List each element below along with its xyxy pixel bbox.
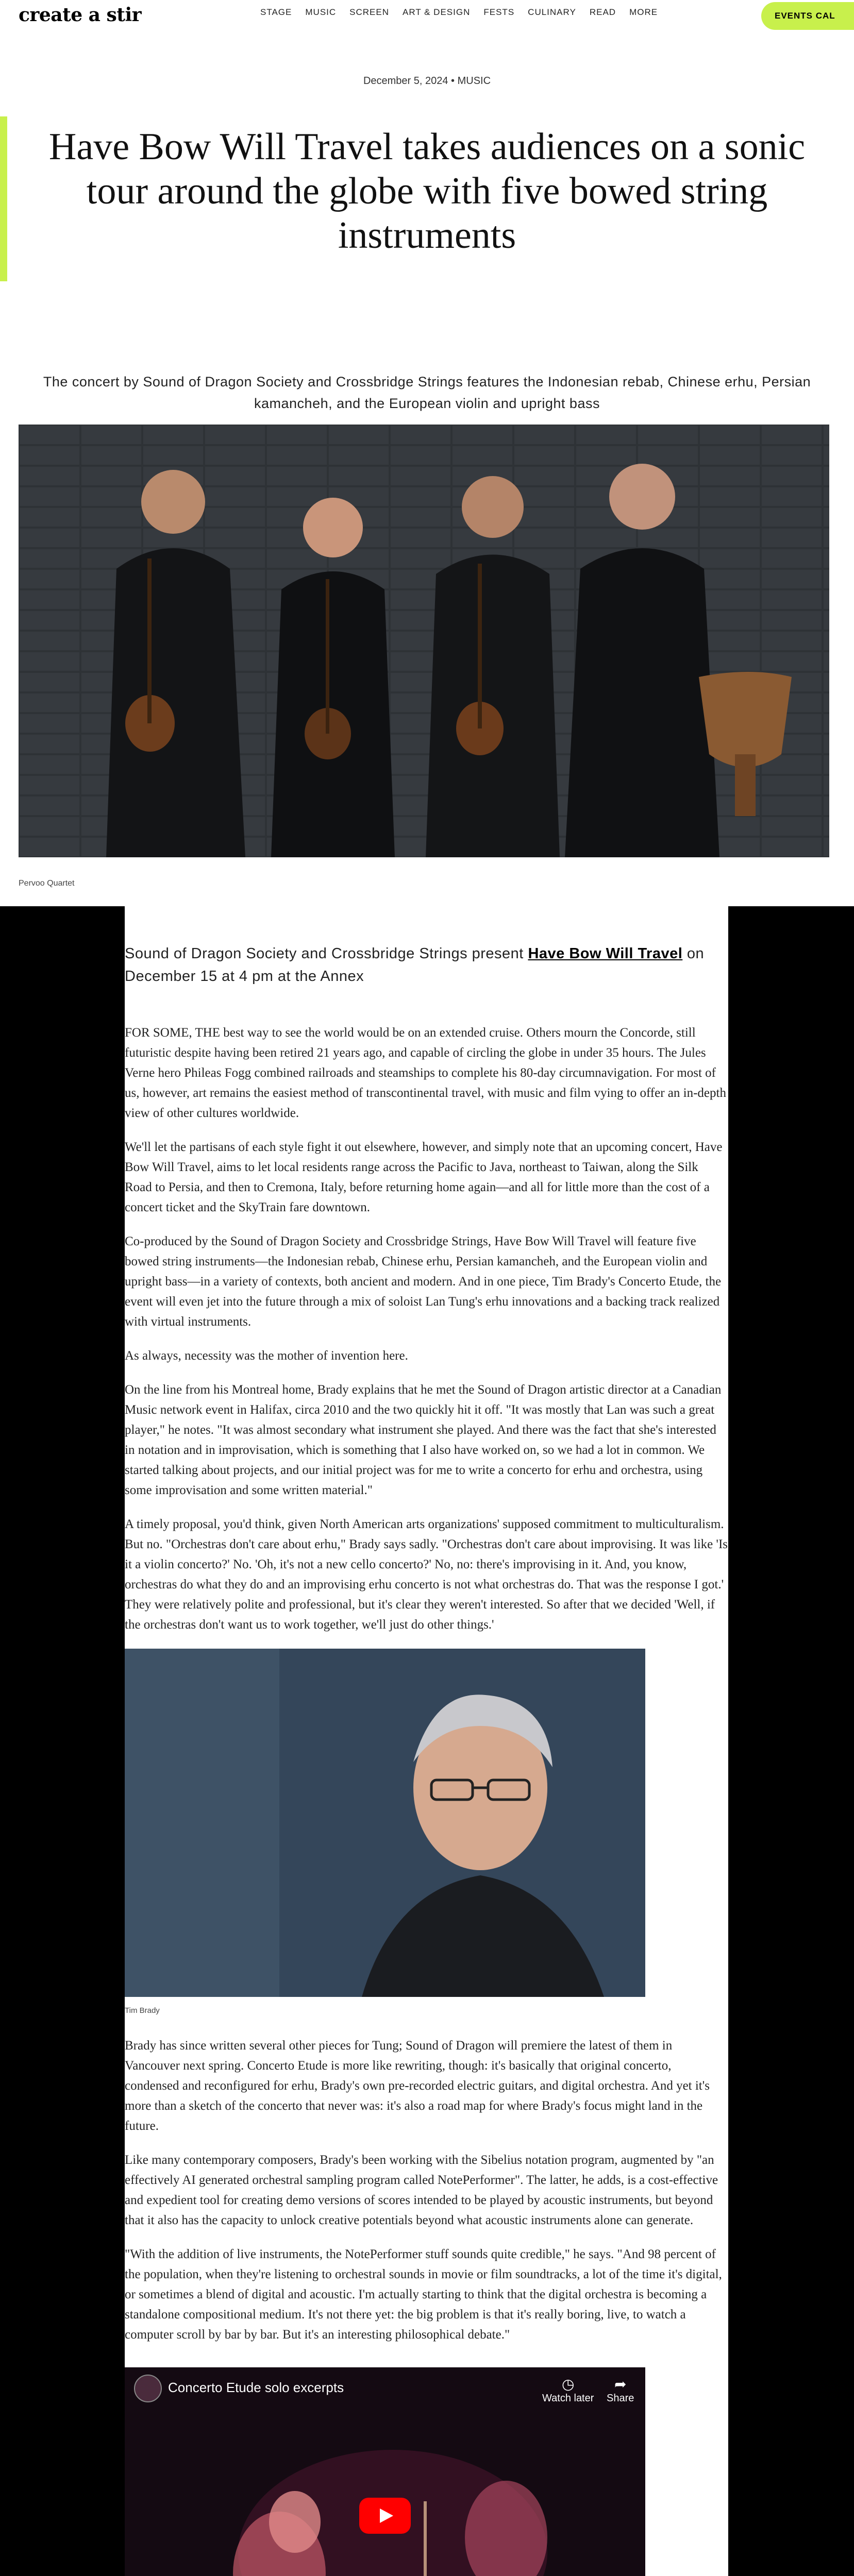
events-calendar-button[interactable]: EVENTS CAL bbox=[761, 2, 854, 30]
main-nav bbox=[260, 7, 658, 18]
video-embed[interactable] bbox=[125, 2367, 645, 2576]
share-button[interactable] bbox=[607, 2376, 634, 2404]
hero-illustration bbox=[19, 425, 829, 857]
accent-bar bbox=[0, 116, 7, 281]
nav-item-fests[interactable]: FESTS bbox=[483, 7, 515, 17]
article-meta: December 5, 2024 • MUSIC bbox=[363, 75, 491, 87]
portrait-illustration bbox=[125, 1649, 645, 1997]
paragraph: FOR SOME, THE best way to see the world would be on an extended cruise. Others mourn the Concorde, still futuristic despite having been retired 21 years ago, and capable of circling the globe in under 35 hours. The Jules Verne hero Phileas Fogg combined railroads and steamships to complete his 80-day circumnavigation. For most of us, however, art remains the easiest method of transcontinental travel, with music and film vying to offer an in-depth view of other cultures worldwide. bbox=[125, 1026, 726, 1120]
site-logo[interactable]: create a stir bbox=[19, 4, 142, 26]
lead-link[interactable]: Have Bow Will Travel bbox=[528, 945, 683, 962]
article-lead bbox=[125, 942, 728, 988]
site-header bbox=[0, 0, 854, 33]
lead-text-after: on December 15 at 4 pm at the Annex bbox=[125, 945, 705, 985]
hero-photo bbox=[19, 425, 829, 857]
channel-avatar[interactable] bbox=[134, 2375, 162, 2402]
nav-item-stage[interactable]: STAGE bbox=[260, 7, 292, 17]
video-title[interactable]: Concerto Etude solo excerpts bbox=[168, 2380, 344, 2395]
watch-later-button[interactable] bbox=[542, 2376, 594, 2404]
play-icon[interactable] bbox=[359, 2498, 411, 2534]
watch-later-label: Watch later bbox=[542, 2393, 594, 2404]
paragraph: On the line from his Montreal home, Brady explains that he met the Sound of Dragon artistic director at a Canadian Music network event in Halifax, circa 2010 and the two quickly hit it off. "It was mostly that Lan was such a great player," he notes. "It was almost secondary what instrument she played. And there was the fact that she's interested in notation and in improvisation, which is something that I also have worked on, so we had a lot in common. We started talking about projects, and our initial project was for me to write a concerto for erhu and orchestra, using some improvisation and some written material." bbox=[125, 1383, 722, 1497]
tim-brady-photo bbox=[125, 1649, 645, 1997]
paragraph: Brady has since written several other pieces for Tung; Sound of Dragon will premiere the latest of them in Vancouver next spring. Concerto Etude is more like rewriting, though: it's basically that original concerto, condensed and reconfigured for erhu, Brady's own pre-recorded electric guitars, and digital orchestra. And yet it's more than a sketch of the concerto that never was: it's also a road map for where Brady's focus might land in the future. bbox=[125, 2039, 710, 2133]
figure-caption: Tim Brady bbox=[125, 2006, 160, 2015]
nav-item-screen[interactable]: SCREEN bbox=[349, 7, 390, 17]
paragraph: A timely proposal, you'd think, given North American arts organizations' supposed commitment to multiculturalism. But no. "Orchestras don't care about erhu," Brady says sadly. "Orchestras don't care about improvising. It was like 'Is it a violin concerto?' No. 'Oh, it's not a new cello concerto?' No, no: there's improvising in it. And, you know, orchestras do what they do and an improvising erhu concerto is not what orchestras do. That was the response I got.' They were relatively polite and professional, but it's clear they weren't interested. So after that we decided 'Well, if the orchestras don't want us to work together, we'll just do other things.' bbox=[125, 1517, 728, 1632]
nav-item-read[interactable]: READ bbox=[589, 7, 616, 17]
nav-item-more[interactable]: MORE bbox=[629, 7, 658, 17]
article-inner bbox=[125, 906, 728, 2576]
share-label: Share bbox=[607, 2393, 634, 2404]
article-body bbox=[125, 906, 728, 2576]
hero-caption: Pervoo Quartet bbox=[19, 879, 75, 888]
share-icon: ➦ bbox=[614, 2376, 627, 2392]
lead-text-before: Sound of Dragon Society and Crossbridge Strings present bbox=[125, 945, 528, 962]
paragraph: We'll let the partisans of each style fight it out elsewhere, however, and simply note that an upcoming concert, Have Bow Will Travel, aims to let local residents range across the Pacific to Java, northeast to Taiwan, along the Silk Road to Persia, and then to Cremona, Italy, before returning home again—and all for little more than the cost of a concert ticket and the SkyTrain fare downtown. bbox=[125, 1140, 723, 1214]
page-title: Have Bow Will Travel takes audiences on a sonic tour around the globe with five bowed string instruments bbox=[48, 126, 806, 257]
nav-item-music[interactable]: MUSIC bbox=[305, 7, 337, 17]
paragraph: "With the addition of live instruments, the NotePerformer stuff sounds quite credible," he says. "And 98 percent of the population, when they're listening to orchestral sounds in movie or film soundtracks, a lot of the time it's digital, or sometimes a blend of digital and acoustic. I'm actually starting to think that the digital orchestra is becoming a standalone compositional medium. It's not there yet: the big problem is that it's really boring, live, to watch a computer scroll by bar by bar. But it's an interesting philosophical debate." bbox=[125, 2247, 722, 2342]
clock-icon: ◷ bbox=[561, 2376, 575, 2392]
nav-item-art-design[interactable]: ART & DESIGN bbox=[403, 7, 471, 17]
article-dek: The concert by Sound of Dragon Society and Crossbridge Strings features the Indonesian rebab, Chinese erhu, Persian kamancheh, and the European violin and upright bass bbox=[43, 374, 811, 411]
paragraph: As always, necessity was the mother of invention here. bbox=[125, 1349, 408, 1363]
paragraph: Like many contemporary composers, Brady's been working with the Sibelius notation program, augmented by "an effectively AI generated orchestral sampling program called NotePerformer". The latter, he adds, is a cost-effective and expedient tool for creating demo versions of scores intended to be played by acoustic instruments, but beyond that it also has the capacity to unlock creative potentials beyond what acoustic instruments alone can generate. bbox=[125, 2153, 718, 2227]
nav-item-culinary[interactable]: CULINARY bbox=[528, 7, 576, 17]
paragraph: Co-produced by the Sound of Dragon Society and Crossbridge Strings, Have Bow Will Travel will feature five bowed string instruments—the Indonesian rebab, Chinese erhu, Persian kamancheh, and the European violin and upright bass—in a variety of contexts, both ancient and modern. And in one piece, Tim Brady's Concerto Etude, the event will even jet into the future through a mix of soloist Lan Tung's erhu innovations and a backing track realized with virtual instruments. bbox=[125, 1234, 722, 1329]
